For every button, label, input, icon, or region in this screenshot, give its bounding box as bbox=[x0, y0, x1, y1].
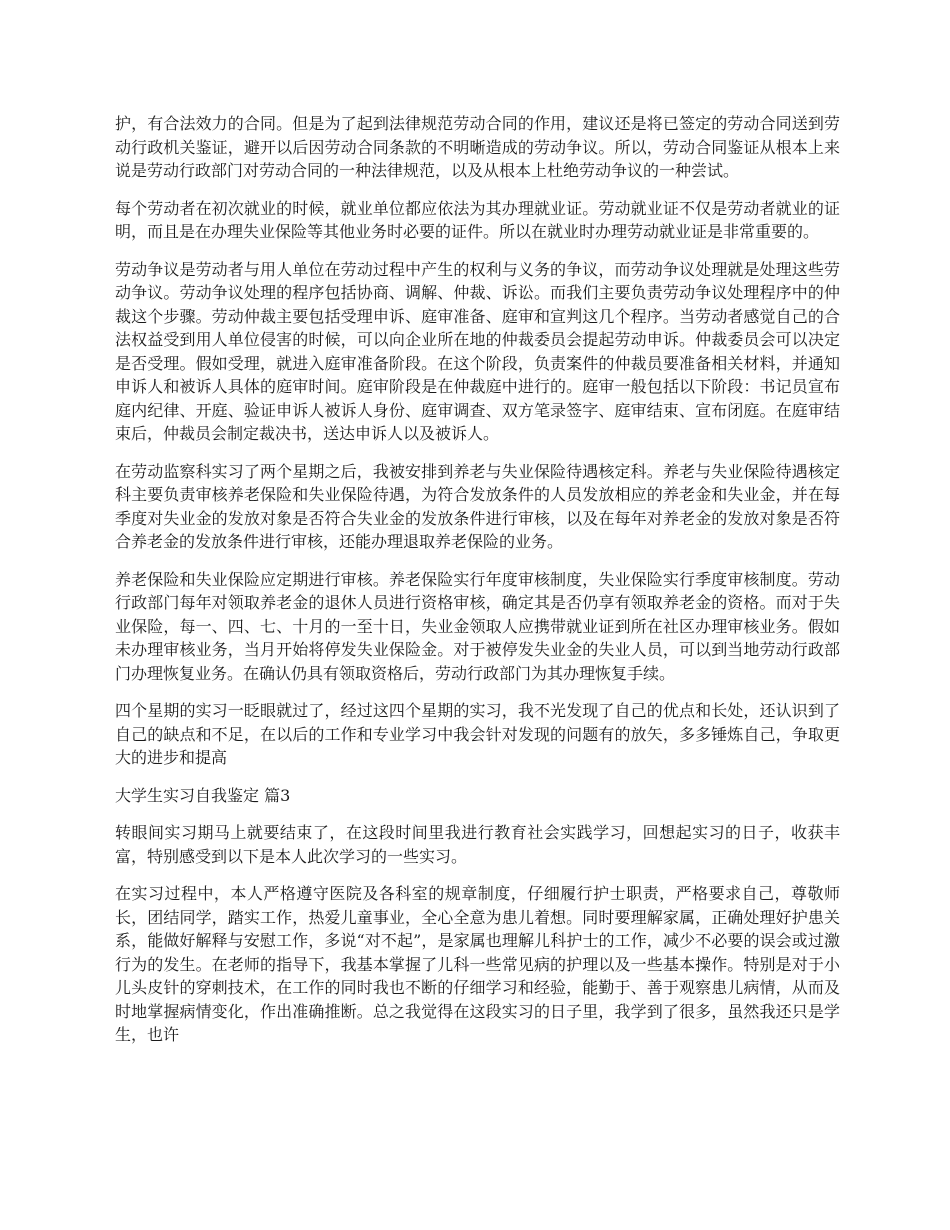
paragraph-1: 护，有合法效力的合同。但是为了起到法律规范劳动合同的作用，建议还是将已签定的劳动合同送到劳动行政机关鉴证，避开以后因劳动合同条款的不明晰造成的劳动争议。所以，劳动合同鉴证从根本上来说是劳动行政部门对劳动合同的一种法律规范，以及从根本上杜绝劳动争议的一种尝试。 bbox=[115, 114, 840, 180]
paragraph-6: 四个星期的实习一眨眼就过了，经过这四个星期的实习，我不光发现了自己的优点和长处，还认识到了自己的缺点和不足，在以后的工作和专业学习中我会针对发现的问题有的放矢，多多锤炼自己，争取更大的进步和提高 bbox=[115, 701, 840, 767]
section-heading: 大学生实习自我鉴定 篇3 bbox=[115, 785, 291, 805]
document-page bbox=[115, 112, 840, 1061]
paragraph-2: 每个劳动者在初次就业的时候，就业单位都应依法为其办理就业证。劳动就业证不仅是劳动者就业的证明，而且是在办理失业保险等其他业务时必要的证件。所以在就业时办理劳动就业证是非常重要的。 bbox=[115, 198, 840, 241]
paragraph-4: 在劳动监察科实习了两个星期之后，我被安排到养老与失业保险待遇核定科。养老与失业保险待遇核定科主要负责审核养老保险和失业保险待遇，为符合发放条件的人员发放相应的养老金和失业金，并在每季度对失业金的发放对象是否符合失业金的发放条件进行审核，以及在每年对养老金的发放对象是否符合养老金的发放条件进行审核，还能办理退取养老保险的业务。 bbox=[115, 461, 840, 551]
paragraph-7: 转眼间实习期马上就要结束了，在这段时间里我进行教育社会实践学习，回想起实习的日子，收获丰富，特别感受到以下是本人此次学习的一些实习。 bbox=[115, 823, 840, 866]
paragraph-5: 养老保险和失业保险应定期进行审核。养老保险实行年度审核制度，失业保险实行季度审核制度。劳动行政部门每年对领取养老金的退休人员进行资格审核，确定其是否仍享有领取养老金的资格。而对于失业保险，每一、四、七、十月的一至十日，失业金领取人应携带就业证到所在社区办理审核业务。假如未办理审核业务，当月开始将停发失业保险金。对于被停发失业金的失业人员，可以到当地劳动行政部门办理恢复业务。在确认仍具有领取资格后，劳动行政部门为其办理恢复手续。 bbox=[115, 569, 840, 683]
paragraph-3: 劳动争议是劳动者与用人单位在劳动过程中产生的权利与义务的争议，而劳动争议处理就是处理这些劳动争议。劳动争议处理的程序包括协商、调解、仲裁、诉讼。而我们主要负责劳动争议处理程序中的仲裁这个步骤。劳动仲裁主要包括受理申诉、庭审准备、庭审和宣判这几个程序。当劳动者感觉自己的合法权益受到用人单位侵害的时候，可以向企业所在地的仲裁委员会提起劳动申诉。仲裁委员会可以决定是否受理。假如受理，就进入庭审准备阶段。在这个阶段，负责案件的仲裁员要准备相关材料，并通知申诉人和被诉人具体的庭审时间。庭审阶段是在仲裁庭中进行的。庭审一般包括以下阶段：书记员宣布庭内纪律、开庭、验证申诉人被诉人身份、庭审调查、双方笔录签字、庭审结束、宣布闭庭。在庭审结束后，仲裁员会制定裁决书，送达申诉人以及被诉人。 bbox=[115, 259, 840, 443]
paragraph-8: 在实习过程中，本人严格遵守医院及各科室的规章制度，仔细履行护士职责，严格要求自己，尊敬师长，团结同学，踏实工作，热爱儿童事业，全心全意为患儿着想。同时要理解家属，正确处理好护患关系，能做好解释与安慰工作，多说“对不起”，是家属也理解儿科护士的工作，减少不必要的误会或过激行为的发生。在老师的指导下，我基本掌握了儿科一些常见病的护理以及一些基本操作。特别是对于小儿头皮针的穿刺技术，在工作的同时我也不断的仔细学习和经验，能勤于、善于观察患儿病情，从而及时地掌握病情变化，作出准确推断。总之我觉得在这段实习的日子里，我学到了很多，虽然我还只是学生，也许 bbox=[115, 884, 840, 1044]
